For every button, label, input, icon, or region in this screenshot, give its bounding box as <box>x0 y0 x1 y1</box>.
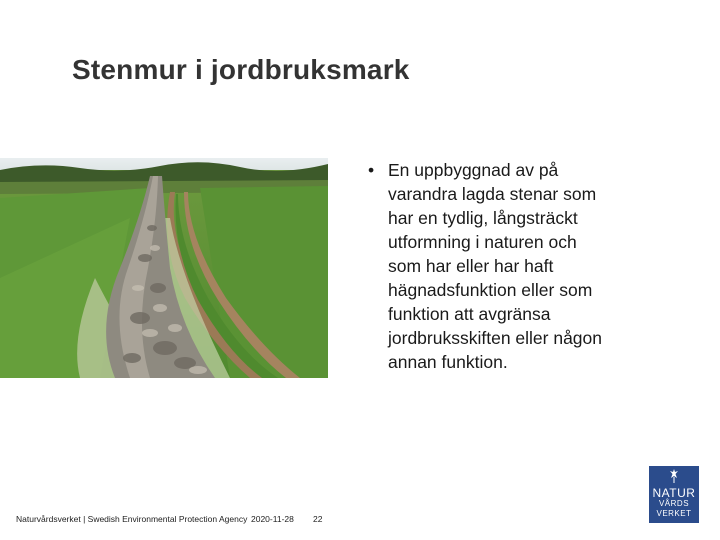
logo-line-1: NATUR <box>652 486 696 500</box>
logo-line-2: VÅRDS <box>658 499 690 508</box>
logo-line-3: VERKET <box>656 509 692 518</box>
footer-page-number: 22 <box>313 514 323 524</box>
bullet-line: har en tydlig, långsträckt <box>388 208 578 228</box>
footer-organization: Naturvårdsverket | Swedish Environmental Protection Agency <box>16 514 248 524</box>
bullet-line: varandra lagda stenar som <box>388 184 597 204</box>
footer-date: 2020-11-28 <box>251 514 294 524</box>
bullet-line: En uppbyggnad av på <box>388 160 559 180</box>
bullet-line: jordbruksskiften eller någon <box>388 328 603 348</box>
bullet-item <box>366 158 666 374</box>
bullet-line: utformning i naturen och <box>388 232 577 252</box>
bullet-list <box>366 158 666 374</box>
bird-icon <box>669 469 679 483</box>
bullet-line: hägnadsfunktion eller som <box>388 280 593 300</box>
stone-wall-photo <box>0 158 328 378</box>
naturvardsverket-logo <box>649 466 699 523</box>
bullet-line: annan funktion. <box>388 352 508 372</box>
bullet-line: som har eller har haft <box>388 256 554 276</box>
bullet-line: funktion att avgränsa <box>388 304 551 324</box>
slide-title: Stenmur i jordbruksmark <box>72 54 410 85</box>
bullet-marker: • <box>368 160 375 180</box>
